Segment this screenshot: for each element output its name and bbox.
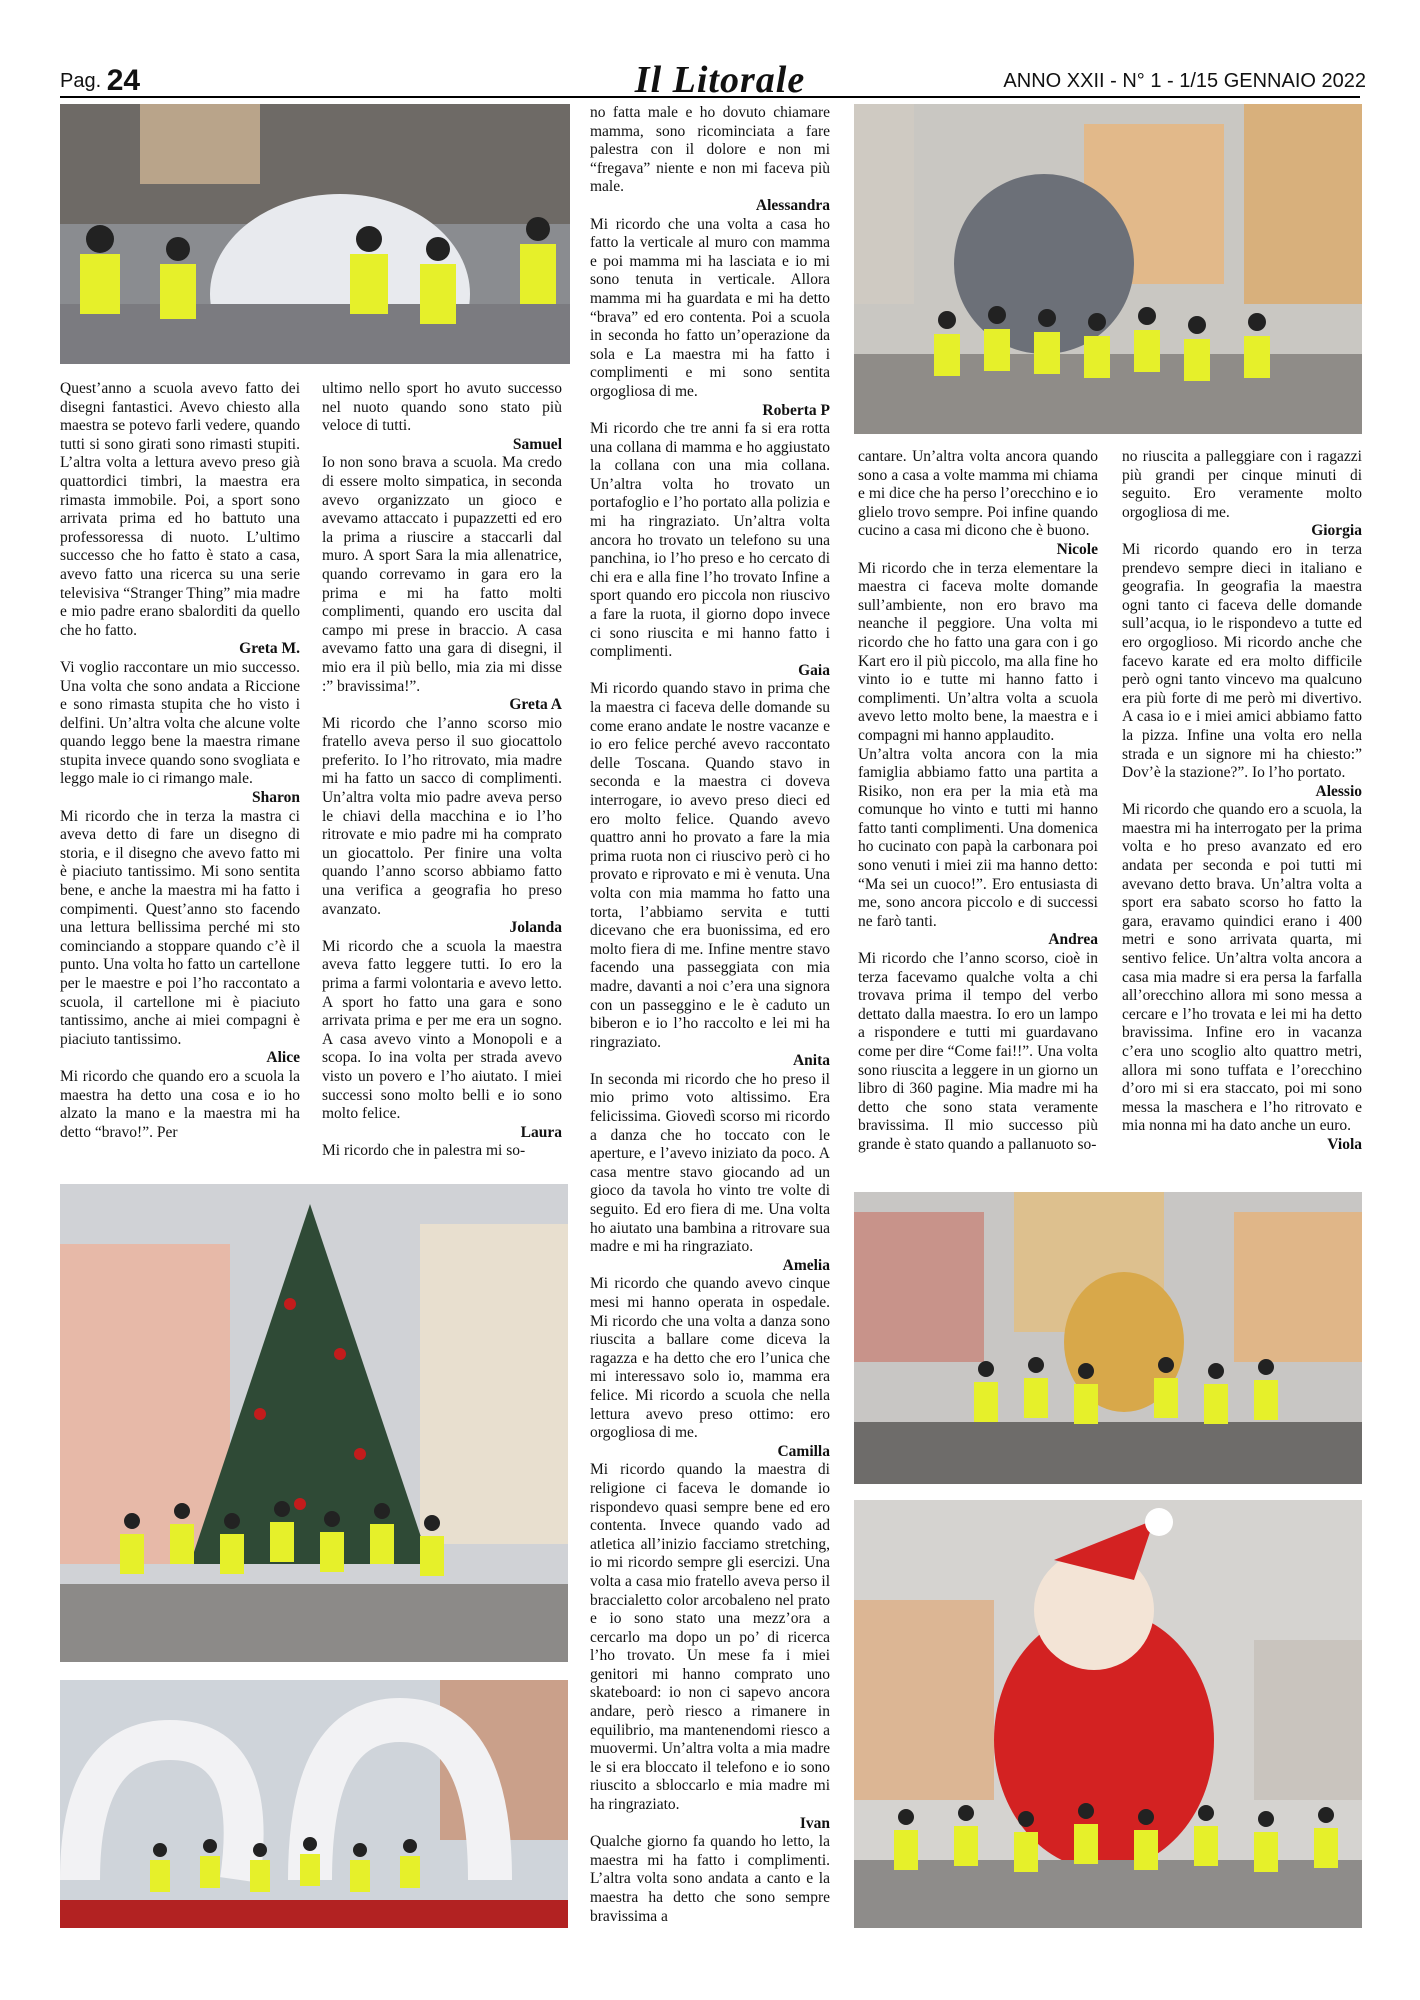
paragraph: Mi ricordo quando ero in terza prendevo sempre dieci in italiano e geografia. In geografia la maestra ogni tanto ci faceva delle domande sull’acqua, io le rispondevo a tutte ed ero orgoglioso. Mi ricordo anche che facevo karate ed era molto difficile però ogni tanto vincevo ma qualcuno era più forte di me però mi divertivo. A casa io e i miei amici abbiamo fatto la pizza. Infine una volta ero nella strada e un signore mi ha chiesto:” Dov’è la stazione?”. Io l’ho portato.	[1122, 540, 1362, 782]
paragraph: ultimo nello sport ho avuto successo nel nuoto quando sono stato più veloce di tutti.	[322, 380, 562, 435]
author-signature: Greta A	[509, 696, 562, 714]
page-number-value: 24	[106, 64, 141, 97]
photo-igloo	[60, 104, 570, 364]
paragraph: Mi ricordo che l’anno scorso, cioè in terza facevamo qualche volta a chi trovava prima il tempo del verbo dettato dalla maestra. Io ero un lampo a rispondere e tutti mi guardavano come per dire “Come fai!!”. Una volta sono riuscita a leggere in un giorno un libro di 360 pagine. Mia madre mi ha detto che sono stata veramente bravissima. Il mio successo più grande è stato quando a pallanuoto so-	[858, 950, 1098, 1153]
paragraph: Quest’anno a scuola avevo fatto dei disegni fantastici. Avevo chiesto alla maestra se potevo farli vedere, quando tutti si sono girati sono rimasti stupiti. L’altra volta a lettura avevo preso già quattordici timbri, la maestra era rimasta immobile. Poi, a sport sono arrivata prima ed ho battuto una professoressa di nuoto. L’ultimo successo che ho fatto è stato a casa, avevo fatto una ricerca su una serie televisiva “Stranger Thing” mia madre e mio padre erano sbalorditi da quello che ho fatto.	[60, 380, 300, 639]
text-column-1	[60, 380, 300, 1142]
paragraph: Vi voglio raccontare un mio successo. Una volta che sono andata a Riccione e sono rimasta stupita che ho visto i delfini. Un’altra volta che alcune volte quando leggo bene la maestra rimane stupita invece quando sono svogliata e leggo male io ci rimango male.	[60, 658, 300, 788]
page-number	[60, 64, 140, 98]
page-header	[60, 58, 1366, 101]
masthead: Il Litorale	[634, 59, 806, 101]
text-column-3	[590, 104, 830, 1926]
issue-info: ANNO XXII - N° 1 - 1/15 GENNAIO 2022	[1003, 70, 1366, 92]
author-signature: Giorgia	[1311, 522, 1362, 540]
paragraph: Mi ricordo che in palestra mi so-	[322, 1142, 526, 1160]
author-signature: Gaia	[798, 661, 830, 679]
author-signature: Amelia	[782, 1256, 830, 1274]
author-signature: Camilla	[777, 1442, 830, 1460]
author-signature: Nicole	[1056, 540, 1098, 558]
paragraph: Mi ricordo che a scuola la maestra aveva fatto leggere tutti. Io ero la prima a farmi volontaria e avevo letto. A sport ho fatto una gara e sono arrivata prima e per me era un sogno. A casa avevo vinto a Monopoli e a scopa. Io ina volta per strada avevo visto un povero e l’ho aiutato. I miei successi sono molto belli e io sono molto felice.	[322, 937, 562, 1123]
photo-mammoth	[854, 104, 1362, 434]
author-signature: Greta M.	[239, 640, 300, 658]
paragraph: Mi ricordo che l’anno scorso mio fratello aveva perso il suo giocattolo preferito. Io l’ho ritrovato, mia madre mi ha fatto un sacco di complimenti. Un’altra volta mio padre aveva perso le chiavi della macchina e io l’ho ritrovate e mio padre mi ha comprato un giocattolo. Per finire una volta quando l’anno scorso abbiamo fatto una verifica a geografia ho preso avanzato.	[322, 714, 562, 918]
author-signature: Ivan	[799, 1814, 830, 1832]
paragraph: Un’altra volta ancora con la mia famiglia abbiamo fatto una partita a Risiko, non era per la mia età ma comunque ho vinto e tutti mi hanno fatto tanti complimenti. Una domenica ho cucinato con papà la carbonara poi sono venuti i miei zii ma hanno detto: “Ma sei un cuoco!”. Ero entusiasta di me, sono ancora piccolo e di successi ne farò tanti.	[858, 745, 1098, 930]
photo-2022-sign	[60, 1680, 568, 1928]
text-column-2	[322, 380, 562, 1161]
page-label: Pag.	[60, 70, 102, 92]
text-column-4	[858, 448, 1098, 1155]
author-signature: Andrea	[1048, 931, 1098, 949]
paragraph: cantare. Un’altra volta ancora quando sono a casa a volte mamma mi chiama e mi dice che ha perso l’orecchino e io glielo trovo sempre. Poi infine quando cucino a casa mi dicono che è buono.	[858, 448, 1098, 540]
photo-christmas-tree	[60, 1184, 568, 1662]
paragraph: Mi ricordo che quando avevo cinque mesi mi hanno operata in ospedale. Mi ricordo che una volta a danza sono riuscita a ballare come diceva la ragazza e ha detto che ero l’unica che mi interessavo solo io, mamma era felice. Mi ricordo a scuola che nella lettura avevo preso ottimo: ero orgogliosa di me.	[590, 1275, 830, 1442]
paragraph: Mi ricordo che in terza elementare la maestra ci faceva molte domande sull’ambiente, non ero bravo ma neanche il peggiore. Una volta mi ricordo che ho fatto una gara con i go Kart ero il più piccolo, ma alla fine ho vinto io e tutte mi hanno fatto i complimenti. Un’altra volta a scuola avevo letto molto bene, la maestra e i compagni mi hanno applaudito.	[858, 559, 1098, 744]
author-signature: Alessio	[1315, 782, 1362, 800]
author-signature: Laura	[520, 1123, 562, 1141]
paragraph: no riuscita a palleggiare con i ragazzi più grandi per cinque minuti di seguito. Ero veramente molto orgogliosa di me.	[1122, 448, 1362, 521]
photo-santa	[854, 1500, 1362, 1928]
paragraph: Mi ricordo che tre anni fa si era rotta una collana di mamma e ho aggiustato la collana con una mia collana. Un’altra volta ho trovato un portafoglio e l’ho portato alla polizia e mi ha ringraziato. Un’altra volta ancora ho trovato un telefono su una panchina, io l’ho preso e ho cercato di chi era e alla fine l’ho trovato Infine a sport quando ero piccola non riuscivo a fare la ruota, il giorno dopo invece ci sono riuscita e mi hanno fatto i complimenti.	[590, 420, 830, 661]
paragraph: Mi ricordo che quando ero a scuola la maestra ha detto una cosa e io ho alzato la mano e la maestra mi ha detto “bravo!”. Per	[60, 1067, 300, 1141]
text-column-5	[1122, 448, 1362, 1155]
header-rule	[60, 96, 1360, 98]
paragraph: no fatta male e ho dovuto chiamare mamma, sono ricominciata a fare palestra con il dolore e non mi “fregava” niente e non mi faceva più male.	[590, 104, 830, 196]
paragraph: Mi ricordo quando la maestra di religione ci faceva le domande io rispondevo quasi sempre bene ed ero contenta. Invece quando vado ad atletica all’inizio facciamo stretching, io mi ricordo sempre gli esercizi. Una volta a casa mio fratello aveva perso il braccialetto color arcobaleno nel prato e io sono stato una mezz’ora a cercarlo ma dopo un po’ di ricerca l’ho trovato. Un mese fa i miei genitori mi hanno comprato uno skateboard: io non ci sapevo ancora andare, però riesco a rimanere in equilibrio, ma mantenendomi riesco a muovermi. Un’altra volta a mia madre le si era bloccato il telefono e io sono riuscito a sbloccarlo e mia madre mi ha ringraziato.	[590, 1461, 830, 1814]
author-signature: Roberta P	[762, 401, 830, 419]
paragraph: Io non sono brava a scuola. Ma credo di essere molto simpatica, in seconda avevo organizzato un gioco e avevamo attaccato i pupazzetti ed ero la prima a riuscire a staccarli dal muro. A sport Sara la mia allenatrice, quando correvamo in gara ero la prima e mi ha fatto molti complimenti, quando ero uscita dal campo mi prese in braccio. A casa avevamo fatto una gara di disegni, il mio era il più bello, mia zia mi disse :” bravissima!”.	[322, 454, 562, 695]
paragraph: Mi ricordo che una volta a casa ho fatto la verticale al muro con mamma e poi mamma mi ha lasciata e io mi sono tenuta in verticale. Allora mamma mi ha guardata e mi ha detto “brava” ed ero contenta. Poi a scuola in seconda ho fatto un’operazione da sola e La maestra mi ha fatto i complimenti e mi sono sentita orgogliosa di me.	[590, 215, 830, 400]
paragraph: Mi ricordo che in terza la mastra ci aveva detto di fare un disegno di storia, e il disegno che avevo fatto mi è piaciuto tantissimo. Mi sono sentita bene, e anche la maestra mi ha fatto i compimenti. Quest’anno sto facendo una lettura bellissima perché mi sto cominciando a stoppare quando c’è il punto. Una volta ho fatto un cartellone per le maestre e poi l’ho raccontato a scuola, il cartellone mi è piaciuto tantissimo, anche ai miei compagni è piaciuto tantissimo.	[60, 807, 300, 1048]
author-signature: Jolanda	[509, 919, 562, 937]
paragraph: In seconda mi ricordo che ho preso il mio primo voto altissimo. Era felicissima. Giovedì scorso mi ricordo a danza che ho toccato con le aperture, e l’avevo iniziato da poco. A casa mentre stavo giocando ad un gioco da tavola ho vinto tre volte di seguito. Ed ero fiera di me. Una volta ho aiutato una bambina a ritrovare sua madre e mi ha ringraziato.	[590, 1070, 830, 1256]
author-signature: Alice	[266, 1049, 300, 1067]
author-signature: Anita	[792, 1052, 830, 1070]
photo-reindeer	[854, 1192, 1362, 1484]
paragraph: Mi ricordo quando stavo in prima che la maestra ci faceva delle domande su come erano andate le nostre vacanze e io ero felice perché avevo raccontato delle Toscana. Quando stavo in seconda e la maestra ci doveva interrogare, io avevo preso dieci ed ero molto felice. Quando avevo quattro anni ho provato a fare la mia prima ruota non ci riuscivo però ci ho provato e riprovato e mi è venuta. Una volta con mia mamma ho fatto una torta, l’abbiamo servita e tutti dicevano che era buonissima, ed ero molto fiera di me. Infine mentre stavo facendo una passeggiata con mia madre, davanti a noi c’era una signora con un passeggino e le è caduto un biberon e io l’ho raccolto e lei mi ha ringraziato.	[590, 680, 830, 1051]
author-signature: Alessandra	[755, 196, 830, 214]
author-signature: Viola	[1327, 1135, 1362, 1153]
paragraph: Qualche giorno fa quando ho letto, la maestra mi ha fatto i complimenti. L’altra volta sono andata a canto e la maestra ha detto che sono sempre bravissima a	[590, 1833, 830, 1925]
author-signature: Sharon	[252, 789, 300, 807]
paragraph: Mi ricordo che quando ero a scuola, la maestra mi ha interrogato per la prima volta e ho preso avanzato ed ero andata per seconda e poi tutti mi avevano detto brava. Un’altra volta a sport era sabato scorso ho fatto la gara, eravamo quindici erano i 400 metri e sono arrivata quarta, mi sentivo felice. Un’altra volta ancora a casa mia madre si era persa la farfalla all’orecchino allora mi sono messa a cercare e l’ho trovata e lei mi ha detto bravissima. Infine ero in vacanza c’era uno scoglio alto quattro metri, allora mi sono tuffata e l’orecchino d’oro mi si era staccato, poi mi sono messa la maschera e l’ho ritrovato e mia nonna mi ha dato anche un euro.	[1122, 801, 1362, 1135]
author-signature: Samuel	[512, 435, 562, 453]
